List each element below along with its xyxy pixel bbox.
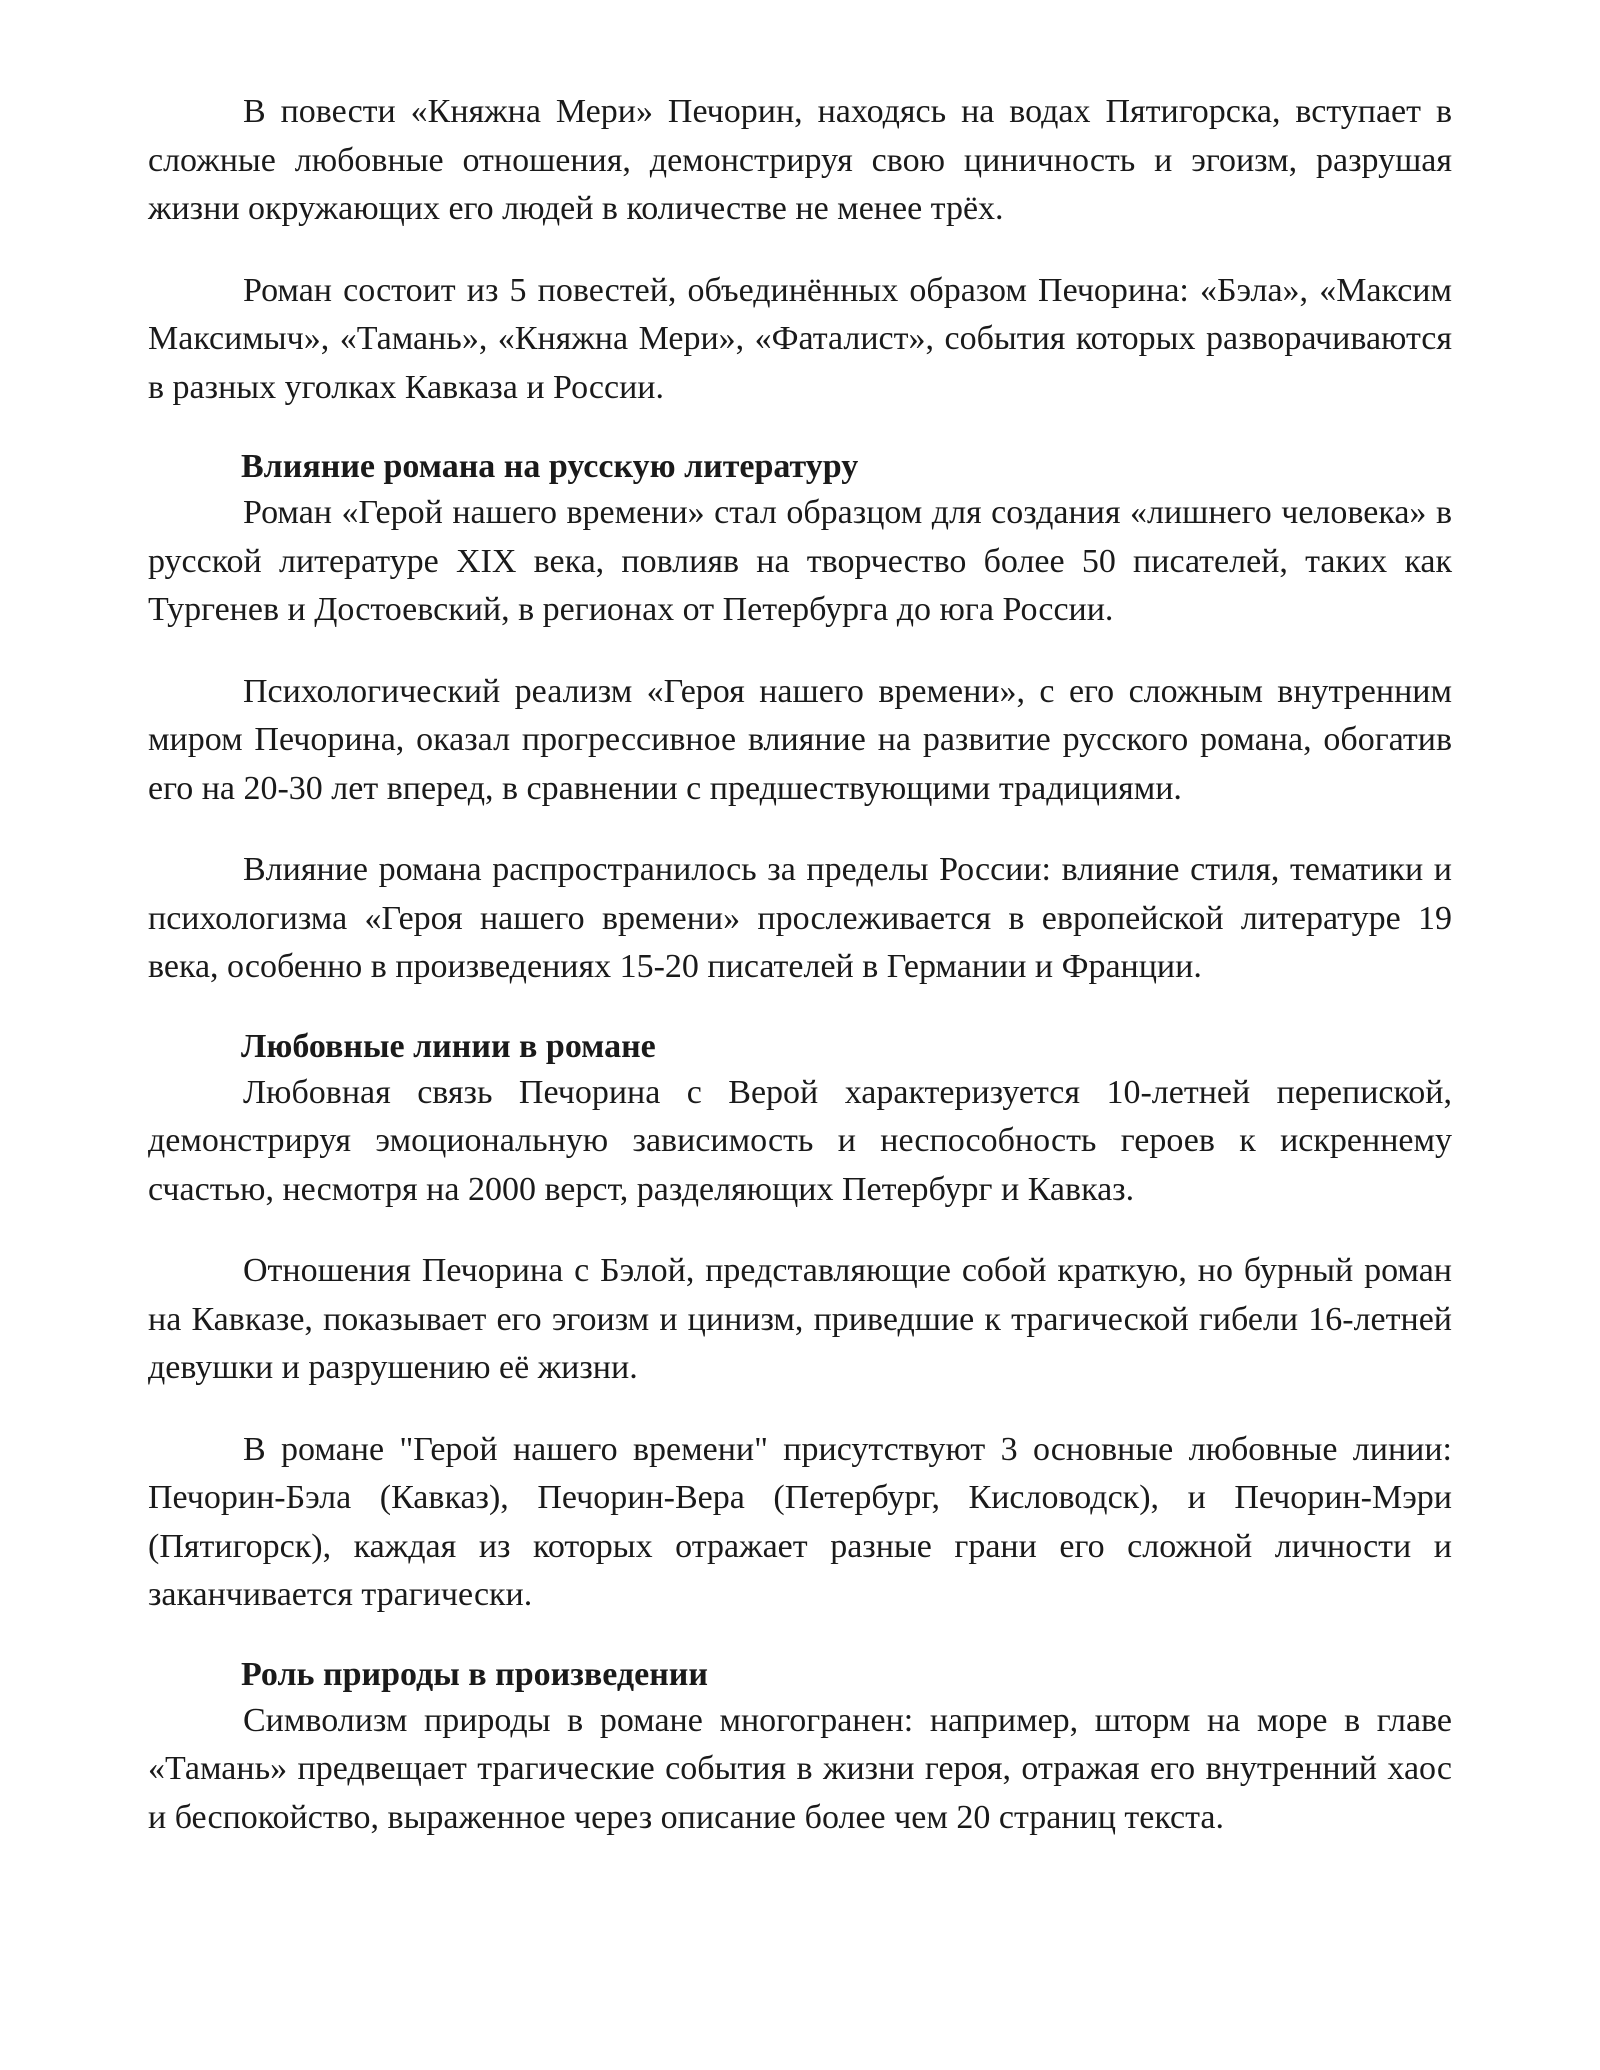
paragraph-psychological-realism: Психологический реализм «Героя нашего времени», с его сложным внутренним миром Печорина, оказал прогрессивное влияние на развитие русского романа, обогатив его на 20-30 лет вперед, в сравнении с предшествующими традициями. <box>148 672 1452 807</box>
paragraph-nature-symbolism: Символизм природы в романе многогранен: например, шторм на море в главе «Тамань» предвещает трагические события в жизни героя, отражая его внутренний хаос и беспокойство, выраженное через описание более чем 20 страниц текста. <box>148 1701 1452 1836</box>
section-heading-nature: Роль природы в произведении <box>241 1655 708 1693</box>
section-heading-love-lines: Любовные линии в романе <box>241 1027 656 1065</box>
paragraph-bela: Отношения Печорина с Бэлой, представляющие собой краткую, но бурный роман на Кавказе, показывает его эгоизм и цинизм, приведшие к трагической гибели 16-летней девушки и разрушению её жизни. <box>148 1252 1452 1386</box>
paragraph-novel-structure: Роман состоит из 5 повестей, объединённых образом Печорина: «Бэла», «Максим Максимыч», «Тамань», «Княжна Мери», «Фаталист», события которых разворачиваются в разных уголках Кавказа и России. <box>148 271 1452 406</box>
section-heading-influence: Влияние романа на русскую литературу <box>241 448 859 485</box>
paragraph-three-love-lines: В романе "Герой нашего времени" присутствуют 3 основные любовные линии: Печорин-Бэла (Кавказ), Печорин-Вера (Петербург, Кисловодск), и Печорин-Мэри (Пятигорск), каждая из которых отражает разные грани его сложной личности и заканчивается трагически. <box>148 1430 1452 1613</box>
paragraph-princess-mary: В повести «Княжна Мери» Печорин, находясь на водах Пятигорска, вступает в сложные любовные отношения, демонстрируя свою циничность и эгоизм, разрушая жизни окружающих его людей в количестве не менее трёх. <box>148 93 1452 227</box>
paragraph-european-influence: Влияние романа распространилось за пределы России: влияние стиля, тематики и психологизма «Героя нашего времени» прослеживается в европейской литературе 19 века, особенно в произведениях 15-20 писателей в Германии и Франции. <box>148 851 1452 985</box>
paragraph-vera: Любовная связь Печорина с Верой характеризуется 10-летней перепиской, демонстрируя эмоциональную зависимость и неспособность героев к искреннему счастью, несмотря на 2000 верст, разделяющих Петербург и Кавказ. <box>148 1073 1452 1208</box>
document-page <box>148 88 1452 1875</box>
paragraph-superfluous-man: Роман «Герой нашего времени» стал образцом для создания «лишнего человека» в русской литературе XIX века, повлияв на творчество более 50 писателей, таких как Тургенев и Достоевский, в регионах от Петербурга до юга России. <box>148 494 1452 628</box>
